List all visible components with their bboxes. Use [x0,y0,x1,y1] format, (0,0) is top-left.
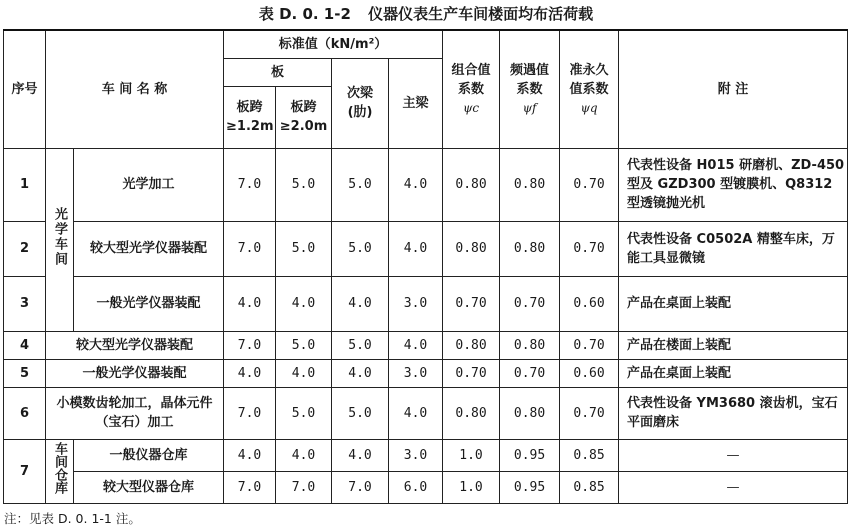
row-main-beam: 4.0 [389,148,443,221]
row-main-beam: 4.0 [389,331,443,359]
row-span1: 7.0 [224,221,276,276]
header-sec-beam-a: 次梁 [347,86,374,102]
row-no: 4 [4,331,46,359]
row-comb: 0.70 [443,276,500,331]
row-span1: 7.0 [224,148,276,221]
row-no: 1 [4,148,46,221]
row-span1: 7.0 [224,471,276,503]
header-main-beam: 主梁 [389,58,443,148]
row-span2: 5.0 [276,331,332,359]
header-span1-b: ≥1.2m [226,119,274,135]
header-workshop: 车 间 名 称 [46,30,224,148]
row-secondary-beam: 4.0 [332,359,389,387]
row-name: 较大型光学仪器装配 [46,331,224,359]
row-span1: 4.0 [224,276,276,331]
row-no: 7 [4,439,46,503]
row-span1: 4.0 [224,439,276,471]
row-secondary-beam: 4.0 [332,276,389,331]
row-span2: 5.0 [276,387,332,439]
header-comb-b: 系数 [458,81,485,97]
row-comb: 0.80 [443,221,500,276]
table-code: 表 D. 0. 1-2 [258,5,351,23]
row-note: 代表性设备 H015 研磨机、ZD-450 型及 GZD300 型镀膜机、Q8312 型透镜抛光机 [619,148,848,221]
row-freq: 0.95 [500,471,560,503]
table-row [4,221,848,276]
load-table [3,29,848,504]
table-row [4,359,848,387]
row-span1: 7.0 [224,331,276,359]
row-no: 2 [4,221,46,276]
row-quasi: 0.70 [560,387,619,439]
row-secondary-beam: 4.0 [332,439,389,471]
row-no: 3 [4,276,46,331]
row-freq: 0.70 [500,359,560,387]
header-comb-sym: ψc [462,100,480,115]
row-main-beam: 4.0 [389,221,443,276]
row-span1: 7.0 [224,387,276,439]
row-span2: 4.0 [276,276,332,331]
row-quasi: 0.60 [560,276,619,331]
header-span-1 [224,86,276,148]
header-secondary-beam [332,58,389,148]
row-span2: 7.0 [276,471,332,503]
row-quasi: 0.70 [560,148,619,221]
row-note: 产品在桌面上装配 [619,359,848,387]
table-row [4,387,848,439]
header-freq [500,30,560,148]
header-span1-a: 板跨 [236,100,263,116]
row-main-beam: 6.0 [389,471,443,503]
table-caption: 仪器仪表生产车间楼面均布活荷载 [368,5,594,23]
table-row [4,471,848,503]
header-quasi [560,30,619,148]
row-freq: 0.80 [500,387,560,439]
row-main-beam: 3.0 [389,359,443,387]
row-span2: 4.0 [276,439,332,471]
row-name: 较大型光学仪器装配 [74,221,224,276]
table-row [4,331,848,359]
header-sec-beam-b: (肋) [347,105,373,121]
row-name: 一般光学仪器装配 [74,276,224,331]
row-name: 一般仪器仓库 [74,439,224,471]
row-main-beam: 4.0 [389,387,443,439]
row-secondary-beam: 5.0 [332,387,389,439]
row-comb: 0.70 [443,359,500,387]
row-span1: 4.0 [224,359,276,387]
row-quasi: 0.70 [560,221,619,276]
row-secondary-beam: 5.0 [332,331,389,359]
row-no: 5 [4,359,46,387]
header-note: 附 注 [619,30,848,148]
row-main-beam: 3.0 [389,276,443,331]
row-freq: 0.80 [500,331,560,359]
group-optical [46,148,74,331]
header-quasi-b: 值系数 [569,81,609,97]
row-note: 产品在楼面上装配 [619,331,848,359]
row-secondary-beam: 7.0 [332,471,389,503]
header-span2-a: 板跨 [290,100,317,116]
table-row [4,148,848,221]
row-note: — [619,471,848,503]
row-span2: 5.0 [276,148,332,221]
header-span2-b: ≥2.0m [279,119,328,135]
row-span2: 4.0 [276,359,332,387]
group-warehouse-label: 车间仓库 [52,442,67,495]
header-comb [443,30,500,148]
header-freq-a: 频遇值 [510,62,550,78]
row-comb: 1.0 [443,471,500,503]
row-note: 代表性设备 C0502A 精整车床，万能工具显微镜 [619,221,848,276]
row-name: 光学加工 [74,148,224,221]
row-freq: 0.95 [500,439,560,471]
row-note: 代表性设备 YM3680 滚齿机，宝石平面磨床 [619,387,848,439]
header-comb-a: 组合值 [451,62,491,78]
row-comb: 0.80 [443,387,500,439]
row-quasi: 0.60 [560,359,619,387]
header-no: 序号 [4,30,46,148]
row-freq: 0.80 [500,148,560,221]
header-row-1 [4,30,848,58]
row-secondary-beam: 5.0 [332,148,389,221]
header-span-2 [276,86,332,148]
row-comb: 0.80 [443,148,500,221]
header-quasi-sym: ψq [580,100,598,115]
row-span2: 5.0 [276,221,332,276]
row-quasi: 0.85 [560,439,619,471]
row-note: — [619,439,848,471]
row-quasi: 0.70 [560,331,619,359]
header-slab: 板 [224,58,332,86]
table-row [4,276,848,331]
row-comb: 0.80 [443,331,500,359]
group-warehouse [46,439,74,503]
header-std-value: 标准值（kN/m²） [224,30,443,58]
group-optical-label: 光学车间 [52,206,67,267]
row-name: 一般光学仪器装配 [46,359,224,387]
row-main-beam: 3.0 [389,439,443,471]
header-quasi-a: 准永久 [569,62,609,78]
row-freq: 0.80 [500,221,560,276]
header-freq-b: 系数 [516,81,543,97]
table-title [0,3,852,25]
footnote: 注：见表 D. 0. 1-1 注。 [4,511,141,526]
row-name: 较大型仪器仓库 [74,471,224,503]
row-quasi: 0.85 [560,471,619,503]
row-freq: 0.70 [500,276,560,331]
row-name: 小模数齿轮加工，晶体元件（宝石）加工 [46,387,224,439]
row-secondary-beam: 5.0 [332,221,389,276]
header-freq-sym: ψf [522,100,537,115]
table-row [4,439,848,471]
row-note: 产品在桌面上装配 [619,276,848,331]
row-comb: 1.0 [443,439,500,471]
row-no: 6 [4,387,46,439]
